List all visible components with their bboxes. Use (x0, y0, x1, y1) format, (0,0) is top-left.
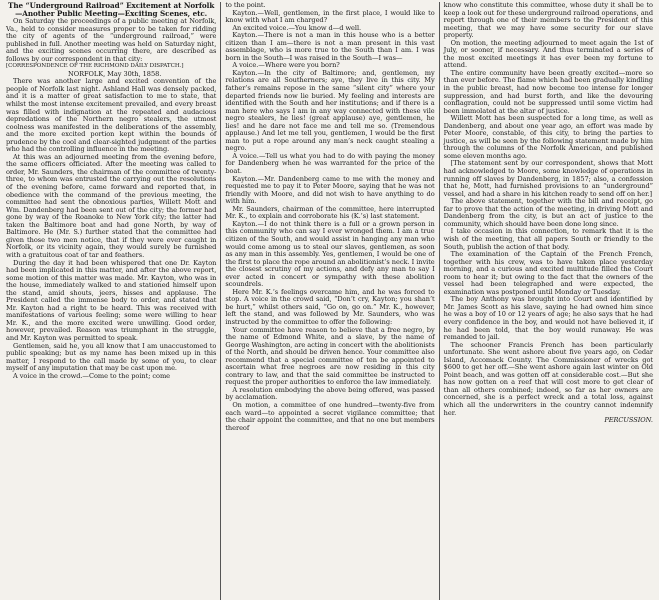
paragraph: During the day it had been whispered that one Dr. Kayton had been implicated in this matter, and after the above report, some motion of this matter was made. Mr. Kayton, who was in the house, immediately walked to and stationed himself upon the stand, amid shouts, jeers, hisses and applause. The President called the immense body to order, and stated that Mr. Kayton had a right to be heard. This was received with manifestations of various feeling; some were willing to hear Mr. K., and the more excited were unwilling. Good order, however, prevailed. Reason was triumphant in the struggle, and Mr. Kayton was permitted to speak. (6, 258, 217, 342)
paragraph: know who constitute this committee, whose duty it shall be to keep a look out for these underground railroad operations, and report through one of their members to the President of this meeting, that we may have some security for our slave property. (443, 2, 653, 40)
paragraph: Here Mr. K.’s feelings overcame him, and he was forced to stop. A voice in the crowd said, “Don’t cry, Kayton; you shan’t be hurt,” whilst others said, “Go on, go on.” Mr. K., however, left the stand, and was followed by Mr. Saunders, who was instructed by the committee to offer the following: (225, 287, 435, 326)
paragraph: Willett Mott has been suspected for a long time, as well as Dandenberg, and about one year ago, an effort was made by Peter Moore, constable, of this city, to bring the parties to justice, as will be seen by the following statement made by him through the columns of the Norfolk American, and published some eleven months ago. (443, 114, 653, 160)
paragraph: On motion, a committee of one hundred—twenty-five from each ward—to appointed a secret vigilance committee; that the chair appoint the committee, and that no one but members thereof (225, 400, 435, 432)
paragraph: to the point. (225, 2, 266, 9)
paragraph: I take occasion in this connection, to remark that it is the wish of the meeting, that all papers South or friendly to the South, publish the action of that body. (443, 227, 653, 251)
signature: PERCUSSION. (604, 416, 653, 425)
column-2 (220, 2, 438, 600)
correspondence-line: [CORRESPONDENCE OF THE RICHMOND DAILY DISPATCH.] (6, 63, 184, 70)
paragraph: An excited voice.—You know d—d well. (232, 23, 362, 32)
paragraph: Kayton.—Well, gentlemen, in the first place, I would like to know with what I am charged? (225, 8, 435, 25)
dateline: NORFOLK, May 30th, 1858. (68, 69, 162, 78)
paragraph: The examination of the Captain of the French French, together with his crew, was to have taken place yesterday morning, and a curious and excited multitude filled the Court room to hear it; but owing to the fact that the owners of the vessel had been telegraphed and were expected, the examination was postponed until Monday or Tuesday. (443, 250, 653, 296)
paragraph: [The statement sent by our correspondent, shows that Mott had acknowledged to Moore, some knowledge of operations in running off slaves by Dandenberg, in 1857; also, a confession that he, Mott, had furnished provisions to an “underground” vessel, and had a share in his kitchen ready to send off on her.] (443, 159, 653, 198)
column-1 (2, 2, 220, 600)
article-intro: On Saturday the proceedings of a public meeting at Norfolk, Va., held to consider measures proper to be taken for ridding the city of agents of the “underground railroad,” were published in full. Another meeting was held on Saturday night, and the exciting scenes occurring there, are described as follows by our correspondent in that city: (6, 17, 217, 63)
paragraph: At this was an adjourned meeting from the evening before, the same officers officiated. After the meeting was called to order, Mr. Saunders, the chairman of the committee of twenty-three, to whom was entrusted the carrying out the resolutions of the evening before, came forward and reported that, in obedience with the command of the previous meeting, the committee had sent the obnoxious parties, Willett Mott and Wm. Dandenberg had been sent out of the city; the former had gone by way of the Roanoke to New York city; the latter had taken the Baltimore boat and had gone North, by way of Baltimore. He (Mr. S.) further stated that the committee had given those two men notice, that if they were ever caught in Norfolk, or its vicinity again, they would surely be furnished with a gratuitous coat of tar and feathers. (6, 152, 217, 259)
paragraph: The above statement, together with the bill and receipt, go far to prove that the action of the meeting, in driving Mott and Dandenberg from the city, is but an act of justice to the community, which should have been done long since. (443, 197, 653, 228)
paragraph: The schooner Francis French has been particularly unfortunate. She went ashore about five years ago, on Cedar Island, Accomack County. The Commissioner of wrecks got $600 to get her off.—She went ashore again last winter on Old Point beach, and was gotten off at considerable cost.—But she has now gotten on a reef that will cost more to get clear of than all others combined; indeed, so far as her owners are concerned, she is a perfect wreck and a total loss, against which all the underwriters in the country cannot indemnify her. (443, 340, 653, 417)
paragraph: A voice.—Tell us what you had to do with paying the money for Dandenberg when he was warranted for the price of the boat. (225, 151, 435, 176)
paragraph: Kayton.—There is not a man in this house who is a better citizen than I am—there is not a man present in this vast assemblage, who is more true to the South than I am. I was born in the South—I was raised in the South—I was— (225, 31, 435, 62)
paragraph: Kayton.—Mr. Dandenberg came to me with the money and requested me to pay it to Peter Moore, saying that he was not friendly with Moore, and did not wish to have anything to do with him. (225, 174, 435, 206)
paragraph: Kayton.—In the city of Baltimore; and, gentlemen, my relations are all Southerners; aye, they live in this city. My father’s remains repose in the same “silent city” where your departed friends now lie buried. My feeling and interests are identified with the South and her institutions; and if there is a man here who says I am in any way connected with these vile negro stealers, he lies! (great applause) aye, gentlemen, he lies! and he dare not face me and tell me so. (Tremendous applause.) And let me tell you, gentlemen, I would be the first man to put a rope around any man’s neck caught stealing a negro. (225, 68, 435, 153)
paragraph: Mr. Saunders, chairman of the committee, here interrupted Mr. K., to explain and corroborate his (K.’s) last statement. (225, 204, 435, 221)
column-3 (439, 2, 657, 600)
paragraph: On motion, the meeting adjourned to meet again the 1st of July, or sooner, if necessary. And thus terminated a series of the most excited meetings it has ever been my fortune to attend. (443, 38, 653, 70)
paragraph: The boy Anthony was brought into Court and identified by Mr. James Scott as his slave, saying he had owned him since he was a boy of 10 or 12 years of age; he also says that he had every confidence in the boy, and would not have believed it, if he had been told, that the boy would runaway. He was remanded to jail. (443, 295, 653, 342)
paragraph: The entire community have been greatly excited—more so than ever before. The flame which had been gradually kindling in the public breast, had now become too intense for longer suppression, and had burst forth, and like the devouring conflagration, could not be suppressed until some victim had been immolated at the altar of justice. (443, 68, 653, 115)
paragraph: A voice.—Where were you born? (232, 61, 340, 70)
paragraph: A voice in the crowd.—Come to the point; come (13, 371, 171, 380)
paragraph: A resolution embodying the above being offered, was passed by acclamation. (225, 385, 435, 402)
paragraph: There was another large and excited convention of the people of Norfolk last night. Ashland Hall was densely packed, and it is a matter of great satisfaction to me to state, that whilst the most intense excitement prevailed, and every breast was filled with indignation at the repeated and audacious depredations of the Northern negro stealers, the utmost coolness was manifested in the deliberations of the assembly, and the more excited portion kept within the bounds of prudence by the cool and clear-sighted judgment of the parties who had the controlling influence in the meeting. (6, 77, 217, 154)
article-headline: The “Underground Railroad” Excitement at Norfolk—Another Public Meeting—Exciting Scenes, etc. (8, 2, 215, 18)
paragraph: Gentlemen, said he, you all know that I am unaccustomed to public speaking; but as my name has been mixed up in this matter, I respond to the call made by some of you, to clear myself of any imputation that may be cast upon me. (6, 341, 217, 373)
paragraph: Kayton.—I do not think there is a full or a grown person in this community who can say I ever wronged them. I am a true citizen of the South, and would assist in hanging any man who would come among us to steal our slaves, gentlemen, as soon as any man in this assembly. Yes, gentlemen, I would be one of the first to place the rope around an abolitionist’s neck. I invite the closest scrutiny of my actions, and defy any man to say I ever acted in concert or sympathy with these abolition scoundrels. (225, 219, 435, 289)
paragraph: Your committee have reason to believe that a free negro, by the name of Edmond White, and a slave, by the name of George Washington, are acting in concert with the abolitionists of the North, and should be driven hence. Your committee also recommend that a special committee of ten be appointed to ascertain what free negroes are now residing in this city contrary to law, and that the said committee be instructed to request the proper authorities to enforce the law immediately. (225, 325, 435, 387)
